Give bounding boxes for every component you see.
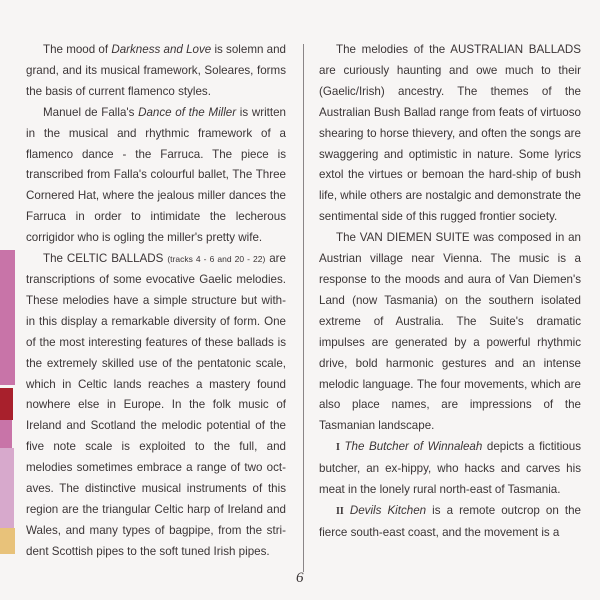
decorative-color-strip-lavender [0, 448, 14, 528]
track-note: (tracks 4 - 6 and 20 - 22) [167, 254, 266, 265]
column-divider [303, 44, 304, 572]
paragraph-van-diemen-suite: The VAN DIEMEN SUITE was composed in an Austrian village near Vienna. The music is a response to the moods and aura of Van Diemen's Land (now Tasmania) on the southern isolated extreme of Australia. The Suite's dramatic impulses are generated by a powerful rhythmic drive, bold harmonic gestures and an intense melodic language. The four movements, which are also place names, are impressions of the Tasmanian landscape. [319, 231, 581, 433]
paragraph-dance-of-the-miller: Manuel de Falla's Dance of the Miller is written in the musical and rhythmic framework of a flamenco dance - the Farruca. The piece is transcribed from Falla's colourful ballet, The Three Cornered Hat, where the jealous miller dances the Farruca in order to intimidate the lecherous corrigidor who is ogling the miller's pretty wife. [26, 105, 286, 245]
left-text-column [26, 40, 286, 563]
right-text-column [319, 40, 581, 544]
paragraph-movement-1: I The Butcher of Winnaleah depicts a fictitious butcher, an ex-hippy, who hacks and carves his meat in the lonely rural north-east of Tasmania. [319, 440, 582, 497]
movement-numeral-1: I [336, 442, 340, 454]
title-dance-of-the-miller: Dance of the Miller [138, 105, 237, 119]
paragraph-movement-2: II Devils Kitchen is a remote outcrop on the fierce south-east coast, and the movement is a [319, 503, 581, 539]
paragraph-darkness-and-love: The mood of Darkness and Love is solemn and grand, and its musical framework, Soleares, forms the basis of current flamenco styles. [26, 43, 286, 98]
movement-numeral-2: II [336, 505, 344, 517]
decorative-color-strip-red [0, 388, 13, 420]
title-darkness-and-love: Darkness and Love [111, 43, 212, 56]
decorative-color-strip-pink-top [0, 250, 15, 385]
paragraph-celtic-ballads: The CELTIC BALLADS (tracks 4 - 6 and 20 - 22) are transcriptions of some evocative Gaelic melodies. These melodies have a simple structure but with-in this display a remarkable diversity of form. One of the most interesting features of these ballads is the extremely skilled use of the pentatonic scale, which in Celtic lands reaches a mastery found nowhere else in Europe. In the folk music of Ireland and Scotland the melodic potential of the five note scale is exploited to the full, and melodies sometimes embrace a range of two oct-aves. The distinctive musical instruments of this region are the triangular Celtic harp of Ireland and Wales, and many types of bagpipe, from the stri-dent Scottish pipes to the soft tuned Irish pipes. [26, 252, 286, 558]
page-number: 6 [296, 570, 304, 586]
decorative-color-strip-gold [0, 528, 15, 554]
decorative-color-strip-pink-mid [0, 420, 12, 448]
title-devils-kitchen: Devils Kitchen [349, 503, 427, 517]
title-butcher-of-winnaleah: The Butcher of Winnaleah [344, 440, 483, 454]
paragraph-australian-ballads: The melodies of the AUSTRALIAN BALLADS are curiously haunting and owe much to their (Gaelic/Irish) ancestry. The themes of the Australian Bush Ballad range from feats of virtuoso shearing to horse thievery, and often the songs are swaggering and optimistic in nature. Some lyrics extol the virtues or bemoan the hard-ship of bush life, while others are nostalgic and demonstrate the sentimental side of this rugged frontier society. [319, 43, 581, 224]
